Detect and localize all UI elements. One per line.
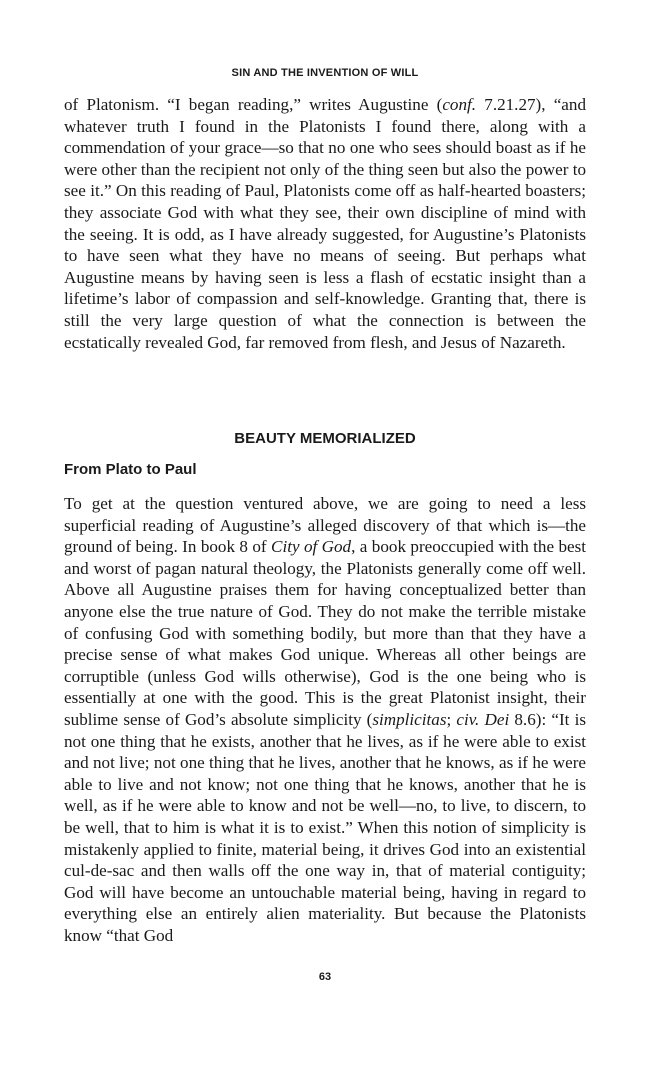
italic-text: civ. Dei (456, 709, 510, 729)
body-paragraph-1: of Platonism. “I began reading,” writes Augustine (conf. 7.21.27), “and whatever truth I found in the Platonists I found there, along with a commendation of your grace—so that no one who sees should boast as if he were other than the recipient not only of the thing seen but also the power to see it.” On this reading of Paul, Platonists come off as half-hearted boasters; they associate God with what they see, their own discipline of mind with the seeing. It is odd, as I have already suggested, for Augustine’s Platonists to have seen what they have no means of seeing. But perhaps what Augustine means by having seen is less a flash of ecstatic insight than a lifetime’s labor of compassion and self-knowledge. Granting that, there is still the very large question of what the connection is between the ecstatically revealed God, far removed from flesh, and Jesus of Nazareth. (64, 95, 586, 352)
page-number: 63 (318, 971, 332, 983)
section-heading: BEAUTY MEMORIALIZED (234, 430, 416, 447)
running-head: SIN AND THE INVENTION OF WILL (231, 67, 419, 79)
body-paragraph-2: To get at the question ventured above, we are going to need a less superficial reading of Augustine’s alleged discovery of that which is—the ground of being. In book 8 of City of God, a book preoccupied with the best and worst of pagan natural theology, the Platonists generally come off well. Above all Augustine praises them for having conceptualized better than anyone else the true nature of God. They do not make the terrible mistake of confusing God with something bodily, but more than that they have a precise sense of what makes God unique. Whereas all other beings are corruptible (unless God wills otherwise), God is the one being who is essentially at one with the good. This is the great Platonist insight, their sublime sense of God’s absolute simplicity (simplicitas; civ. Dei 8.6): “It is not one thing that he exists, another that he lives, as if he were able to exist and not live; not one thing that he lives, another that he knows, as if he were able to live and not know; not one thing that he knows, another that he is well, as if he were able to know and not be well—no, to live, to discern, to be well, that to him is what it is to exist.” When this notion of simplicity is mistakenly applied to finite, material being, it drives God into an existential cul-de-sac and then walls off the one way in, that of material contiguity; God will have become an untouchable material being, having in regard to everything else an entirely alien materiality. But because the Platonists know “that God (64, 494, 586, 945)
book-page (64, 0, 586, 1071)
italic-text: conf. (442, 95, 477, 114)
subsection-heading: From Plato to Paul (64, 461, 197, 478)
italic-text: simplicitas (372, 709, 447, 729)
italic-text: City of God (271, 537, 352, 557)
